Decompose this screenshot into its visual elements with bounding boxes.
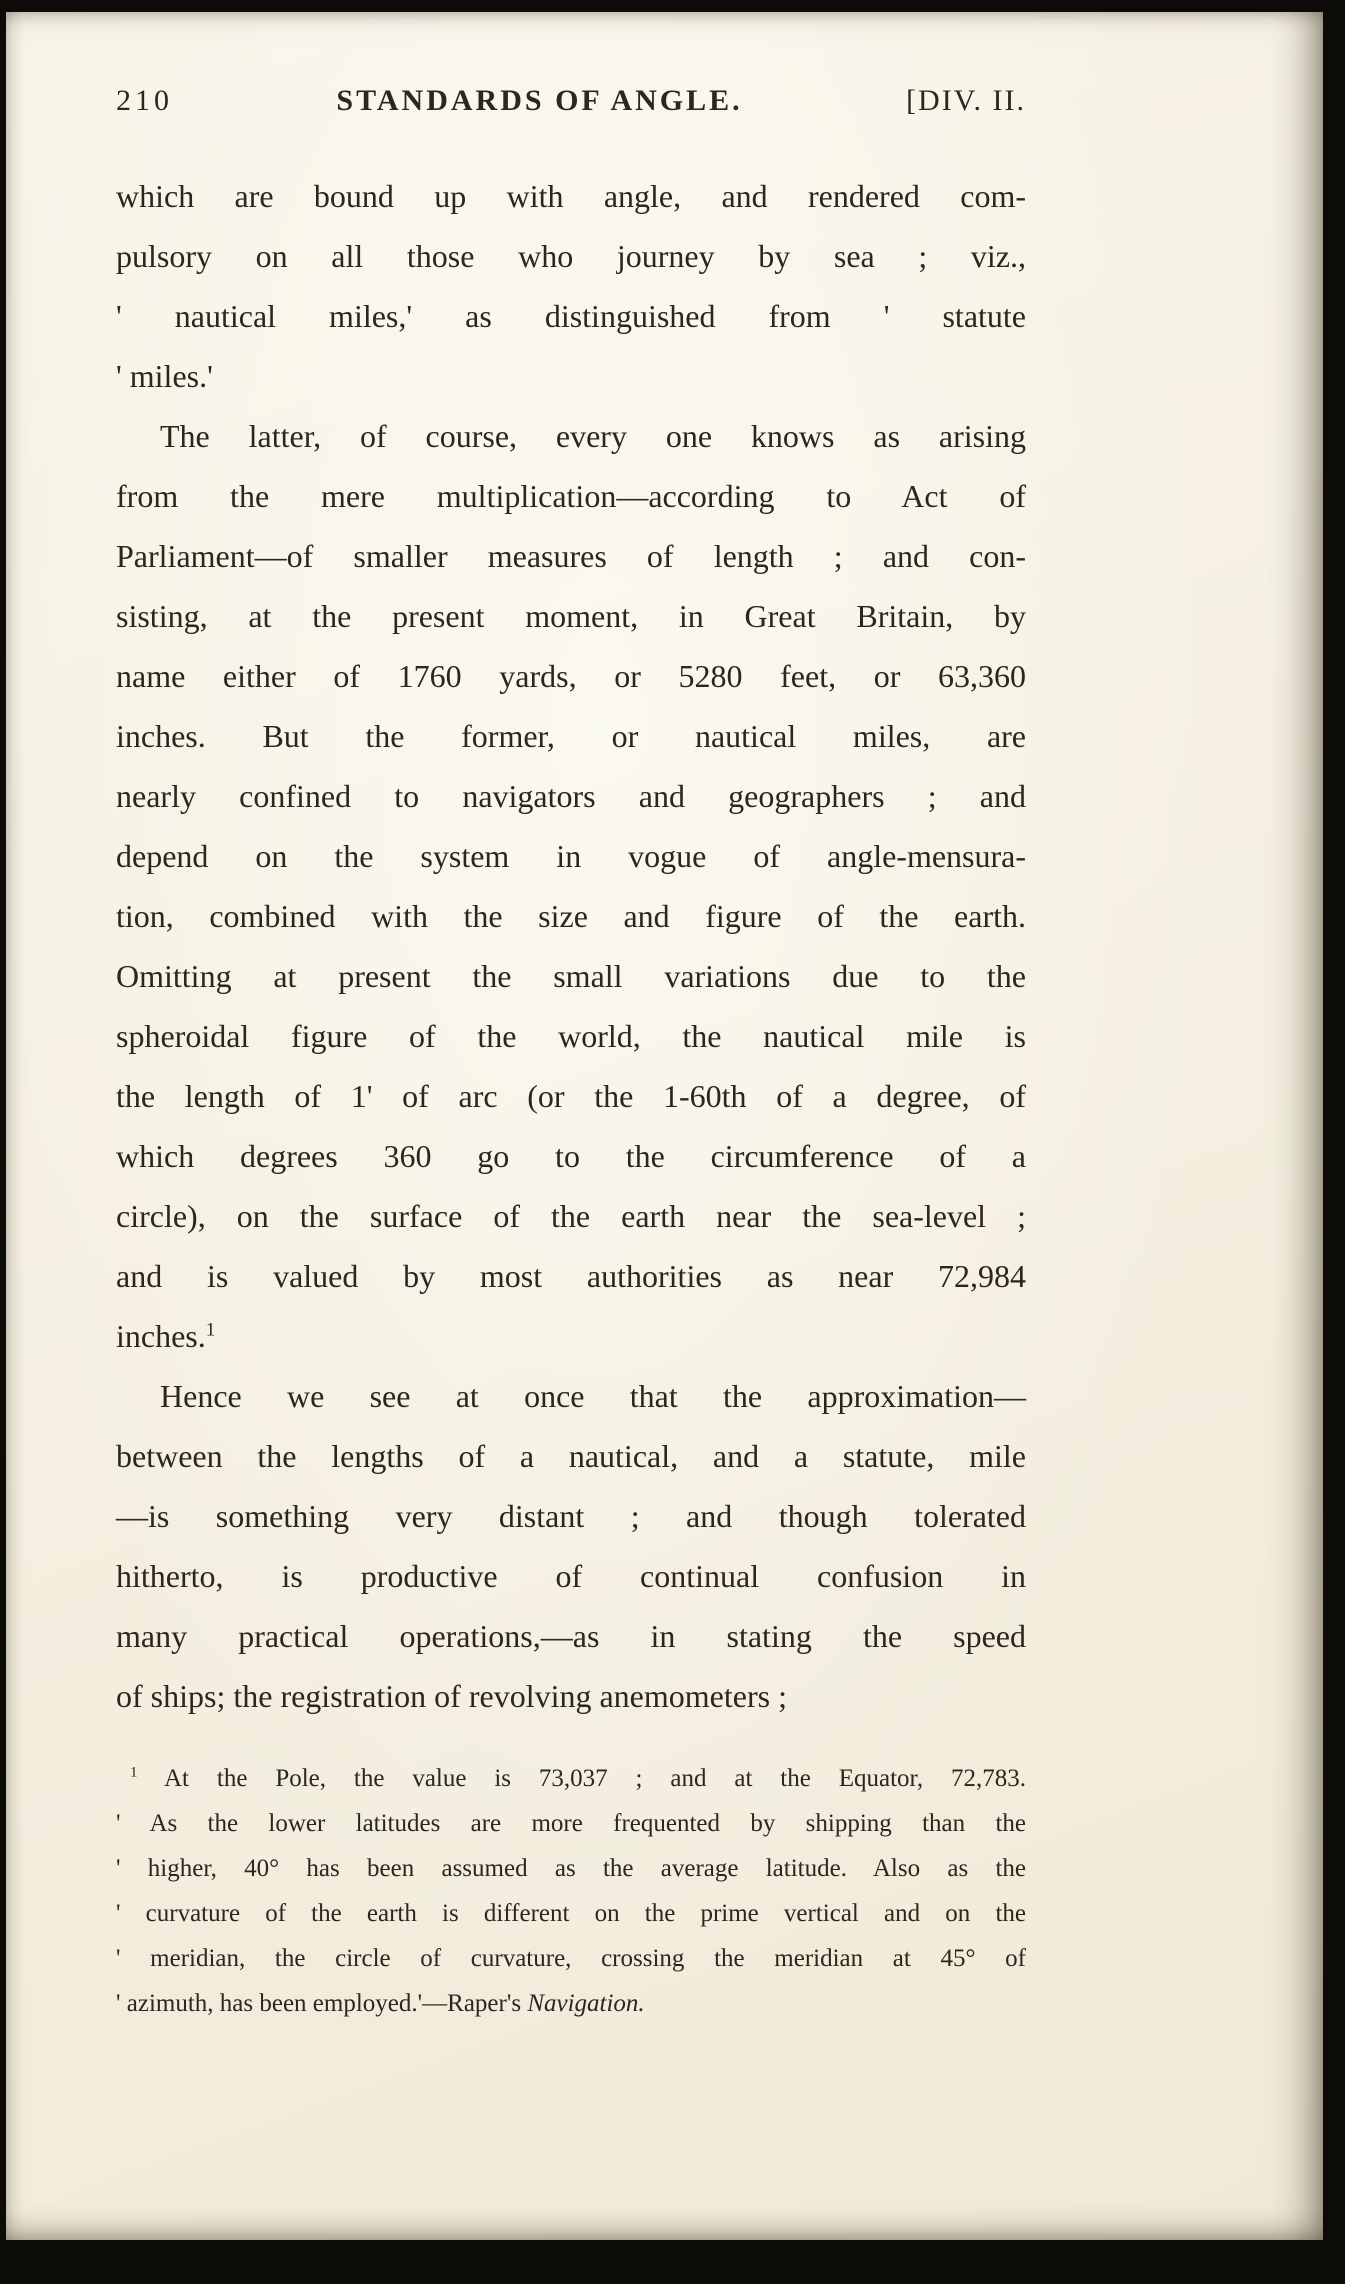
text-line: The latter, of course, every one knows as arising — [160, 418, 1026, 454]
footnote-line: ' higher, 40° has been assumed as the average latitude. Also as the — [116, 1855, 1026, 1882]
running-title: STANDARDS OF ANGLE. — [336, 84, 743, 117]
division-label: [DIV. II. — [906, 84, 1026, 117]
footnote-line: ' meridian, the circle of curvature, crossing the meridian at 45° of — [116, 1945, 1026, 1972]
text-line: which are bound up with angle, and rendered com- — [116, 178, 1026, 214]
text-line: between the lengths of a nautical, and a statute, mile — [116, 1438, 1026, 1474]
footnote-line — [116, 1756, 1026, 1801]
text-line: spheroidal figure of the world, the nautical mile is — [116, 1018, 1026, 1054]
text-line: the length of 1' of arc (or the 1-60th of a degree, of — [116, 1078, 1026, 1114]
footnote-marker: 1 — [130, 1764, 138, 1781]
footnote-line — [116, 1981, 1026, 2026]
page-content — [116, 84, 1026, 2026]
footnote-text: At the Pole, the value is 73,037 ; and at the Equator, 72,783. — [137, 1765, 1026, 1792]
footnote-source: Navigation. — [527, 1990, 645, 2017]
paragraph-1 — [116, 166, 1026, 406]
text: inches. — [116, 1318, 206, 1354]
page-header — [116, 84, 1026, 118]
paragraph-2 — [116, 406, 1026, 1366]
text-line: many practical operations,—as in stating the speed — [116, 1618, 1026, 1654]
page-body — [116, 166, 1026, 1726]
text-line: name either of 1760 yards, or 5280 feet, or 63,360 — [116, 658, 1026, 694]
text-line: tion, combined with the size and figure of the earth. — [116, 898, 1026, 934]
text-line: depend on the system in vogue of angle-mensura- — [116, 838, 1026, 874]
text-line: sisting, at the present moment, in Great Britain, by — [116, 598, 1026, 634]
text-line: Omitting at present the small variations due to the — [116, 958, 1026, 994]
footnote — [116, 1756, 1026, 2026]
text-line: from the mere multiplication—according to Act of — [116, 478, 1026, 514]
text-line: of ships; the registration of revolving anemometers ; — [116, 1678, 787, 1714]
text-line: nearly confined to navigators and geographers ; and — [116, 778, 1026, 814]
text-line: hitherto, is productive of continual confusion in — [116, 1558, 1026, 1594]
footnote-text: ' azimuth, has been employed.'—Raper's — [116, 1990, 528, 2017]
text-line: ' miles.' — [116, 358, 213, 394]
text-line: inches. But the former, or nautical miles, are — [116, 718, 1026, 754]
text-line: ' nautical miles,' as distinguished from ' statute — [116, 298, 1026, 334]
text-line: pulsory on all those who journey by sea ; viz., — [116, 238, 1026, 274]
footnote-reference: 1 — [205, 1319, 216, 1341]
footnote-line: ' As the lower latitudes are more frequented by shipping than the — [116, 1810, 1026, 1837]
text-line: which degrees 360 go to the circumference of a — [116, 1138, 1026, 1174]
text-line: Hence we see at once that the approximation— — [160, 1378, 1026, 1414]
text-line — [116, 1306, 1026, 1366]
page-number: 210 — [116, 84, 173, 117]
book-page — [6, 12, 1323, 2240]
text-line: and is valued by most authorities as near 72,984 — [116, 1258, 1026, 1294]
text-line: Parliament—of smaller measures of length ; and con- — [116, 538, 1026, 574]
text-line: circle), on the surface of the earth near the sea-level ; — [116, 1198, 1026, 1234]
footnote-line: ' curvature of the earth is different on the prime vertical and on the — [116, 1900, 1026, 1927]
paragraph-3 — [116, 1366, 1026, 1726]
text-line: —is something very distant ; and though tolerated — [116, 1498, 1026, 1534]
